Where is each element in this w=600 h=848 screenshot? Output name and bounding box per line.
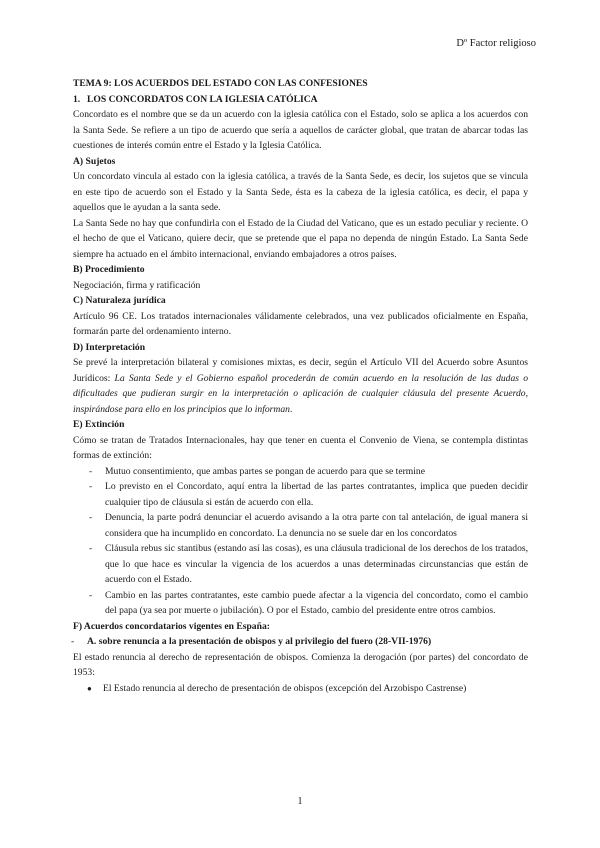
interpretacion-lead: Se prevé la interpretación bilateral y comisiones mixtas, es decir, según el Artículo VII del Acuerdo sobre Asuntos Jurídicos: xyxy=(73,357,528,384)
procedimiento-paragraph: Negociación, firma y ratificación xyxy=(73,279,201,291)
heading-extincion: E) Extinción xyxy=(73,419,125,430)
sujetos-paragraph-2: La Santa Sede no hay que confundirla con el Estado de la Ciudad del Vaticano, que es un estado peculiar y reciente. O el hecho de que el Vaticano, quiere decir, que se pretende que el papa no dependa de ningún Estado. La Santa Sede siempre ha actuado en el ámbito internacional, enviando embajadores a otros países. xyxy=(73,217,528,260)
sujetos-paragraph-1: Un concordato vincula al estado con la iglesia católica, a través de la Santa Sede, es decir, los sujetos que se vincula en este tipo de acuerdo son el Estado y la Santa Sede, ésta es la cabeza de la iglesia católica, es decir, el papa y aquellos que le ayudan a la santa sede. xyxy=(73,171,528,213)
section-title xyxy=(73,92,528,108)
extincion-paragraph: Cómo se tratan de Tratados Internacionales, hay que tener en cuenta el Convenio de Viena, se contempla distintas formas de extinción: xyxy=(73,434,528,461)
section-title-text: LOS CONCORDATOS CON LA IGLESIA CATÓLICA xyxy=(87,93,318,105)
document-body xyxy=(73,76,528,696)
list-item: - Mutuo consentimiento, que ambas partes se pongan de acuerdo para que se termine xyxy=(91,464,528,480)
list-item: - Denuncia, la parte podrá denunciar el acuerdo avisando a la otra parte con tal antelación, de igual manera si considera que ha incumplido en concordato. La denuncia no se suele dar en los concordatos xyxy=(91,510,528,541)
interpretacion-paragraph xyxy=(73,355,528,417)
interpretacion-quote: La Santa Sede y el Gobierno español procederán de común acuerdo en la resolución de las dudas o dificultades que pudieran surgir en la interpretación o aplicación de cualquier cláusula del presente Acuerdo, inspirándose para ello en los principios que lo informan xyxy=(73,372,528,415)
list-item: - Cambio en las partes contratantes, este cambio puede afectar a la vigencia del concordato, como el cambio del papa (ya sea por muerte o jubilación). O por el Estado, cambio del presidente entre otros cambios. xyxy=(91,588,528,619)
interpretacion-end: . xyxy=(289,403,293,415)
heading-acuerdos: F) Acuerdos concordatarios vigentes en España: xyxy=(73,620,270,632)
page-header: Dº Factor religioso xyxy=(456,38,536,49)
intro-paragraph: Concordato es el nombre que se da un acuerdo con la iglesia católica con el Estado, solo se aplica a los acuerdos con la Santa Sede. Se refiere a un tipo de acuerdo que sería a aquellos de carácter global, que tratan de abarcar todas las cuestiones de interés común entre el Estado y la Iglesia Católica. xyxy=(73,109,528,151)
document-title: TEMA 9: LOS ACUERDOS DEL ESTADO CON LAS CONFESIONES xyxy=(73,78,368,89)
acuerdos-bullet-list xyxy=(73,681,528,697)
page-number: 1 xyxy=(297,796,303,807)
section-number: 1. xyxy=(73,93,81,105)
heading-procedimiento: B) Procedimiento xyxy=(73,264,145,275)
acuerdos-paragraph: El estado renuncia al derecho de representación de obispos. Comienza la derogación (por partes) del concordato de 1953: xyxy=(73,651,528,678)
acuerdos-subheading: - A. sobre renuncia a la presentación de obispos y al privilegio del fuero (28-VII-1976) xyxy=(73,634,528,650)
list-item: - Lo previsto en el Concordato, aquí entra la libertad de las partes contratantes, implica que pueden decidir cualquier tipo de cláusula si están de acuerdo con ella. xyxy=(91,479,528,510)
heading-interpretacion: D) Interpretación xyxy=(73,341,146,353)
list-item: - Cláusula rebus sic stantibus (estando así las cosas), es una cláusula tradicional de los derechos de los tratados, que lo que hace es vincular la vigencia de los acuerdos a unas determinadas circunstancias que están de acuerdo con el Estado. xyxy=(91,541,528,588)
heading-naturaleza: C) Naturaleza jurídica xyxy=(73,295,166,306)
naturaleza-paragraph: Artículo 96 CE. Los tratados internacionales válidamente celebrados, una vez publicados oficialmente en España, formarán parte del ordenamiento interno. xyxy=(73,310,528,337)
list-item: ● El Estado renuncia al derecho de presentación de obispos (excepción del Arzobispo Castrense) xyxy=(87,681,528,697)
extincion-list xyxy=(73,464,528,619)
heading-sujetos: A) Sujetos xyxy=(73,155,116,167)
